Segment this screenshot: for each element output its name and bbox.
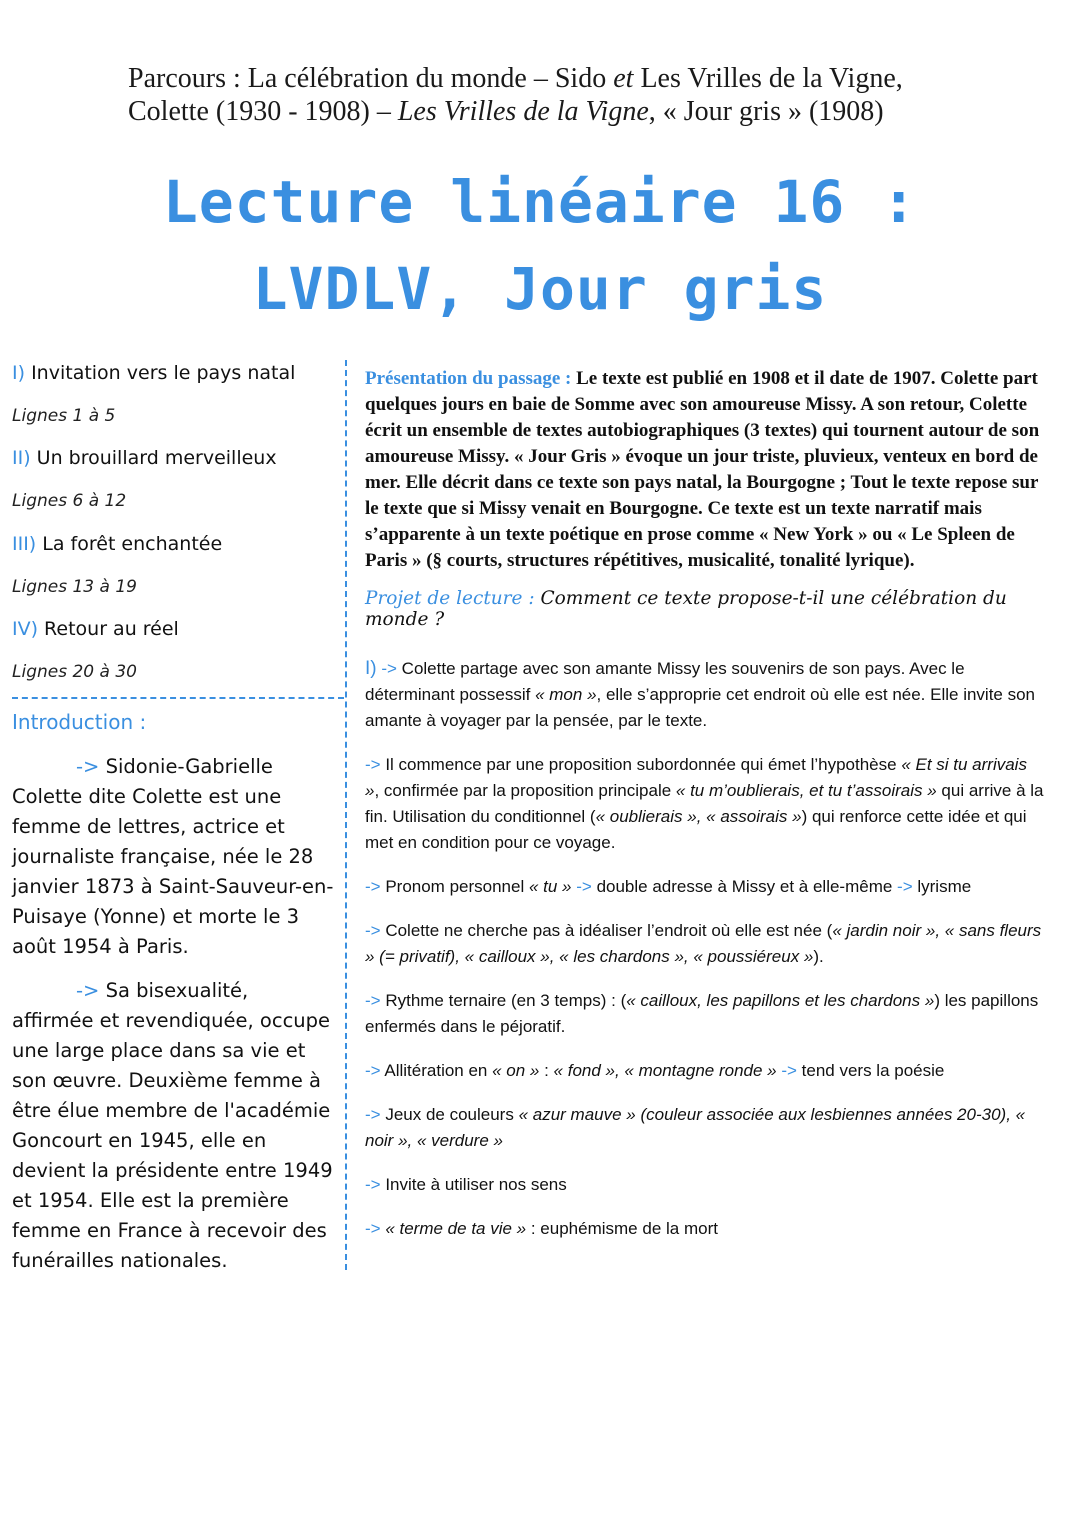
arrow-icon: -> bbox=[76, 755, 100, 778]
title-line-1: Lecture linéaire 16 : bbox=[162, 168, 918, 236]
note-text: qui arrive à la fin. Utilisation du conditionnel ( bbox=[365, 781, 1044, 826]
note-quote: « jardin noir », « sans fleurs » (= privatif), « cailloux », « les chardons », « poussiéreux » bbox=[365, 921, 1042, 966]
note-text: tend vers la poésie bbox=[796, 1061, 945, 1080]
arrow-icon: -> bbox=[365, 1061, 381, 1080]
note-text: Colette partage avec son amante Missy les souvenirs de son pays. Avec le déterminant possessif bbox=[365, 659, 965, 704]
part-label: Invitation vers le pays natal bbox=[25, 362, 296, 384]
note-text: Pronom personnel bbox=[380, 877, 529, 896]
projet-label: Projet de lecture : bbox=[365, 588, 541, 609]
column-divider bbox=[345, 360, 347, 1270]
note-text: , elle s’approprie cet endroit où elle est née. Elle invite son amante à voyager par la pensée, par le texte. bbox=[365, 685, 1036, 730]
reading-project bbox=[365, 588, 1045, 630]
projet-question: Comment ce texte propose-t-il une célébration du monde ? bbox=[365, 588, 1007, 630]
note-3 bbox=[365, 874, 1045, 900]
part-2-title bbox=[12, 447, 277, 469]
page-title bbox=[0, 168, 1080, 240]
note-text: : bbox=[539, 1061, 554, 1080]
note-text: Il commence par une proposition subordonnée qui émet l’hypothèse bbox=[380, 755, 902, 774]
presentation-label: Présentation du passage : bbox=[365, 368, 577, 389]
arrow-icon: -> bbox=[76, 979, 100, 1002]
arrow-icon: -> bbox=[781, 1061, 797, 1080]
arrow-icon: -> bbox=[576, 877, 592, 896]
part-4-lines: Lignes 20 à 30 bbox=[12, 662, 137, 682]
arrow-icon: -> bbox=[365, 1219, 381, 1238]
bio-text: Sa bisexualité, affirmée et revendiquée, occupe une large place dans sa vie et son œuvre. Deuxième femme à être élue membre de l'académie Goncourt en 1945, elle en devient la présidente entre 1949 et 1954. Elle est la première femme en France à recevoir des funérailles nationales. bbox=[12, 979, 333, 1272]
note-quote: « Et si tu arrivais » bbox=[365, 755, 1027, 800]
bio-paragraph-2 bbox=[12, 976, 334, 1276]
arrow-icon: -> bbox=[365, 1175, 381, 1194]
note-text: ) les papillons enfermés dans le péjoratif. bbox=[365, 991, 1039, 1036]
note-quote: « tu m’oublierais, et tu t’assoirais » bbox=[675, 781, 937, 800]
note-9 bbox=[365, 1216, 1045, 1242]
part-number: I) bbox=[12, 362, 26, 384]
part-4-title bbox=[12, 618, 179, 640]
part-3-title bbox=[12, 533, 222, 555]
presentation-paragraph bbox=[365, 366, 1045, 574]
note-text: , confirmée par la proposition principale bbox=[374, 781, 676, 800]
presentation-text: Le texte est publié en 1908 et il date de 1907. Colette part quelques jours en baie de Somme avec son amoureuse Missy. A son retour, Colette écrit un ensemble de textes autobiographiques (3 textes) qui tournent autour de son amoureuse Missy. « Jour Gris » évoque un jour triste, pluvieux, venteux en bord de mer. Elle décrit dans ce texte son pays natal, la Bourgogne ; Tout le texte repose sur le texte que si Missy venait en Bourgogne. Ce texte est un texte narratif mais s’apparente à un texte poétique en prose comme « New York » ou « Le Spleen de Paris » (§ courts, structures répétitives, musicalité, tonalité lyrique). bbox=[365, 368, 1040, 571]
header-italic: et bbox=[613, 63, 634, 94]
note-quote: « oublierais », « assoirais » bbox=[595, 807, 802, 826]
note-text: Invite à utiliser nos sens bbox=[380, 1175, 567, 1194]
part-number: II) bbox=[12, 447, 31, 469]
header-text: Colette (1930 - 1908) – bbox=[128, 96, 398, 127]
part-3-lines: Lignes 13 à 19 bbox=[12, 577, 137, 597]
note-7 bbox=[365, 1102, 1045, 1154]
part-label: Retour au réel bbox=[38, 618, 179, 640]
part-1-title bbox=[12, 362, 295, 384]
note-4 bbox=[365, 918, 1045, 970]
note-text: Allitération en bbox=[380, 1061, 493, 1080]
note-text: double adresse à Missy et à elle-même bbox=[591, 877, 898, 896]
part-number: IV) bbox=[12, 618, 39, 640]
note-text: Rythme ternaire (en 3 temps) : ( bbox=[380, 991, 627, 1010]
note-text: ) qui renforce cette idée et qui met en condition pour ce voyage. bbox=[365, 807, 1027, 852]
note-quote: « terme de ta vie » bbox=[385, 1219, 527, 1238]
note-8 bbox=[365, 1172, 1045, 1198]
arrow-icon: -> bbox=[365, 755, 381, 774]
header-italic: Les Vrilles de la Vigne bbox=[397, 96, 649, 127]
main-content bbox=[365, 366, 1045, 1260]
bio-paragraph-1 bbox=[12, 752, 334, 962]
part-2-lines: Lignes 6 à 12 bbox=[12, 491, 127, 511]
arrow-icon: -> bbox=[365, 877, 381, 896]
section-number: I) bbox=[365, 658, 377, 679]
note-text: lyrisme bbox=[912, 877, 972, 896]
note-quote: « mon » bbox=[535, 685, 597, 704]
part-number: III) bbox=[12, 533, 37, 555]
part-1-lines: Lignes 1 à 5 bbox=[12, 406, 116, 426]
note-2 bbox=[365, 752, 1045, 856]
header-line-1 bbox=[128, 62, 903, 95]
note-text: : euphémisme de la mort bbox=[526, 1219, 718, 1238]
note-quote: « tu » bbox=[528, 877, 572, 896]
header-line-2 bbox=[128, 95, 903, 128]
note-text: Jeux de couleurs bbox=[380, 1105, 519, 1124]
arrow-icon: -> bbox=[365, 921, 381, 940]
part-label: Un brouillard merveilleux bbox=[30, 447, 277, 469]
part-label: La forêt enchantée bbox=[36, 533, 223, 555]
note-quote: « cailloux, les papillons et les chardons » bbox=[626, 991, 935, 1010]
introduction-heading: Introduction : bbox=[12, 710, 147, 734]
note-6 bbox=[365, 1058, 1045, 1084]
page-header bbox=[128, 62, 903, 128]
note-quote: « fond », « montagne ronde » bbox=[553, 1061, 777, 1080]
section-divider bbox=[12, 697, 344, 699]
note-quote: « azur mauve » (couleur associée aux lesbiennes années 20-30), « noir », « verdure » bbox=[365, 1105, 1026, 1150]
analysis-notes bbox=[365, 656, 1045, 1242]
title-line-2: LVDLV, Jour gris bbox=[252, 255, 828, 323]
page-subtitle bbox=[0, 255, 1080, 327]
note-text: ). bbox=[813, 947, 824, 966]
note-1 bbox=[365, 656, 1045, 734]
arrow-icon: -> bbox=[897, 877, 913, 896]
header-text: Parcours : La célébration du monde – Sido bbox=[128, 63, 614, 94]
note-text: Colette ne cherche pas à idéaliser l’endroit où elle est née ( bbox=[380, 921, 833, 940]
arrow-icon: -> bbox=[381, 659, 397, 678]
arrow-icon: -> bbox=[365, 991, 381, 1010]
note-5 bbox=[365, 988, 1045, 1040]
note-quote: « on » bbox=[492, 1061, 540, 1080]
header-text: , « Jour gris » (1908) bbox=[648, 96, 884, 127]
arrow-icon: -> bbox=[365, 1105, 381, 1124]
header-text: Les Vrilles de la Vigne, bbox=[633, 63, 903, 94]
bio-text: Sidonie-Gabrielle Colette dite Colette est une femme de lettres, actrice et journaliste française, née le 28 janvier 1873 à Saint-Sauveur-en-Puisaye (Yonne) et morte le 3 août 1954 à Paris. bbox=[12, 755, 334, 958]
